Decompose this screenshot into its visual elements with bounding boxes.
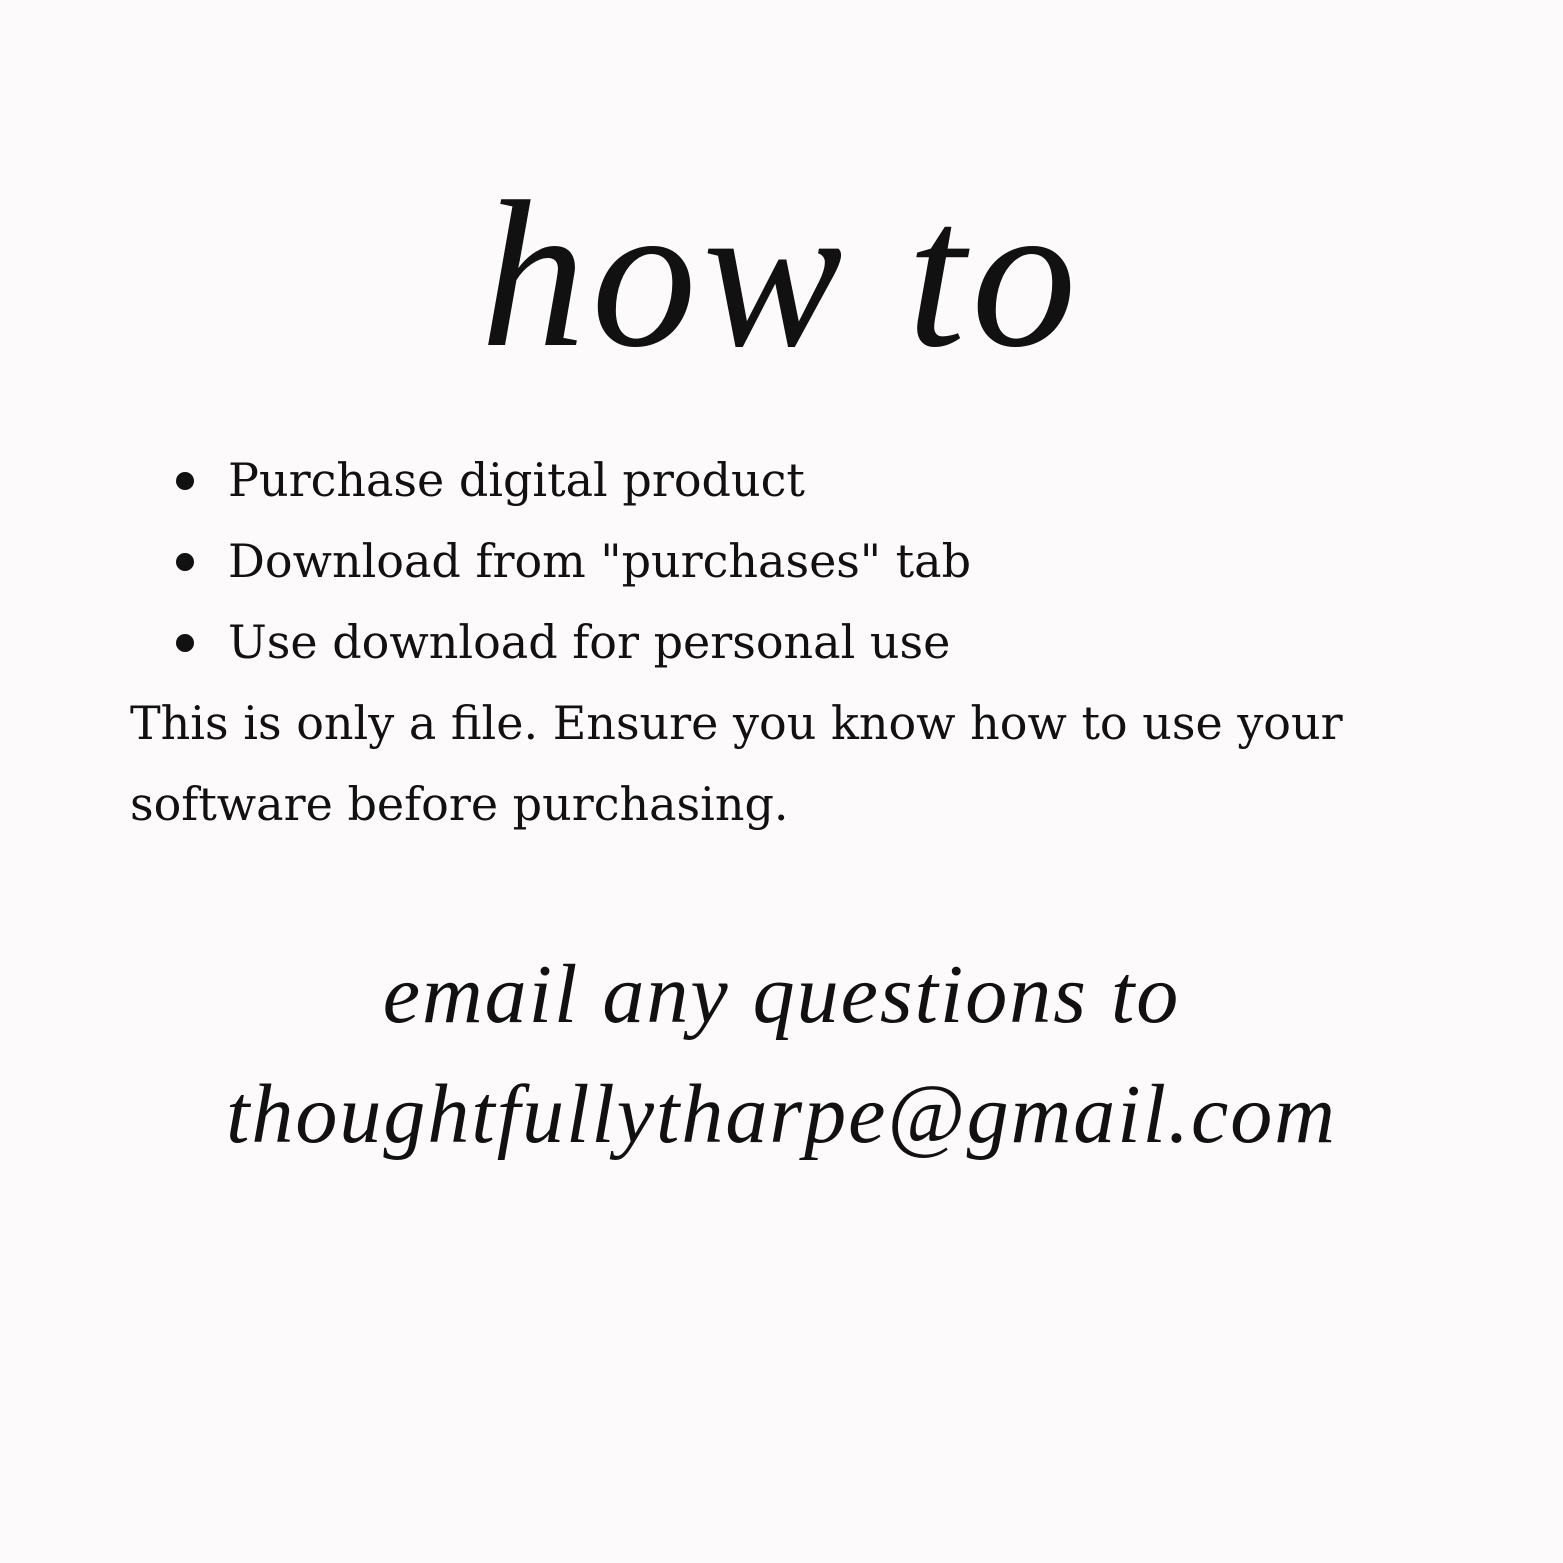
list-item bbox=[130, 602, 1430, 683]
disclaimer-text: This is only a file. Ensure you know how to use your software before purchasing. bbox=[130, 696, 1343, 831]
bullet-icon bbox=[176, 553, 194, 571]
contact-prompt: email any questions to bbox=[382, 948, 1181, 1041]
list-item bbox=[130, 521, 1430, 602]
list-item bbox=[130, 440, 1430, 521]
page-title: how to bbox=[480, 159, 1083, 391]
bullet-icon bbox=[176, 634, 194, 652]
bullet-icon bbox=[176, 472, 194, 490]
step-text: Purchase digital product bbox=[228, 453, 805, 507]
step-text: Download from "purchases" tab bbox=[228, 534, 972, 588]
step-text: Use download for personal use bbox=[228, 615, 951, 669]
steps-list bbox=[130, 440, 1430, 683]
instructions bbox=[130, 440, 1430, 845]
contact-email: thoughtfullytharpe@gmail.com bbox=[226, 1068, 1337, 1161]
